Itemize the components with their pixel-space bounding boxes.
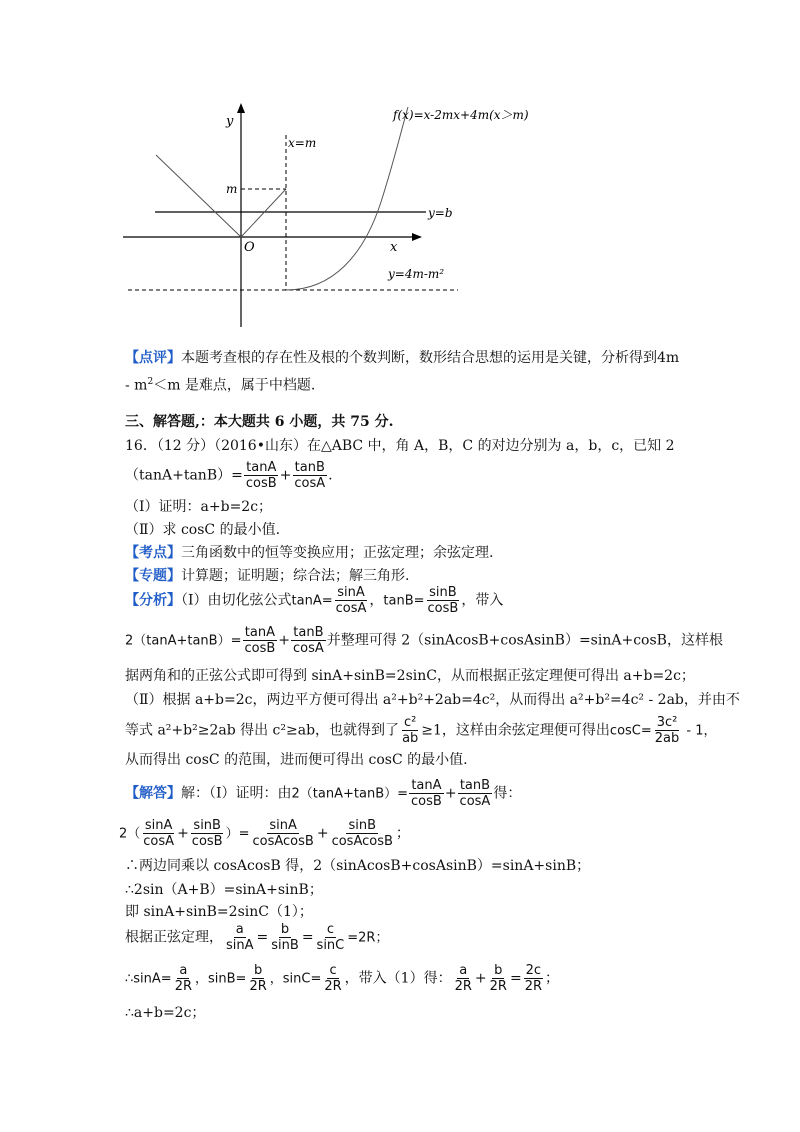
jieda-line-4: ∴2sin（A+B）=sinA+sinB； xyxy=(125,882,323,898)
comment-line-1: 【点评】本题考查根的存在性及根的个数判断，数形结合思想的运用是关键，分析得到4m xyxy=(125,350,680,366)
fraction: $\frac{\tan A}{\cos B}$ xyxy=(245,460,277,491)
problem-part-1: （Ⅰ）证明：a+b=2c； xyxy=(125,499,273,515)
function-label: f(x)=x-2mx+4m(x＞m) xyxy=(393,108,529,122)
jieda-line-8: ∴a+b=2c； xyxy=(125,1005,206,1021)
section-title: 三、解答题,：本大题共 6 小题，共 75 分. xyxy=(125,414,394,430)
problem-line-1: 16．（12 分）（2016•山东）在△ABC 中，角 A，B，C 的对边分别为 a，b，c，已知 2 xyxy=(125,438,675,454)
m-label: m xyxy=(226,182,238,196)
kaodian-tag: 【考点】 xyxy=(125,545,181,561)
jieda-line-7: ∴sinA= $\frac{a}{2R}$ ，sinB= $\frac{b}{2R}$ ，sinC= $\frac{c}{2R}$ ，带入（1）得： $\frac{a}{2R}$ + $\frac{b}{2R}$ = $\frac{2c}{2R}$ ； xyxy=(125,963,559,994)
jieda-line-2: 2（ $\frac{\sin A}{\cos A}$ + $\frac{\sin B}{\cos B}$ ）= $\frac{\sin A}{\text{cosAcosB}}$ + $\frac{\sin B}{\text{cosAcosB}}$ ； xyxy=(119,818,410,849)
x-label: x xyxy=(390,240,398,255)
jieda-tag: 【解答】 xyxy=(125,785,181,802)
zhuanti-line: 【专题】计算题；证明题；综合法；解三角形. xyxy=(125,568,410,584)
comment-line-2: - $m^2<m$ 是难点，属于中档题. xyxy=(125,377,316,394)
problem-part-2: （Ⅱ）求 cosC 的最小值. xyxy=(125,522,281,538)
fenxi-line-4: （Ⅱ）根据 a+b=2c，两边平方便可得出 a²+b²+2ab=4c²，从而得出 a²+b²=4c² - 2ab，并由不 xyxy=(125,692,740,708)
zhuanti-tag: 【专题】 xyxy=(125,568,181,584)
origin-label: O xyxy=(244,240,255,255)
comment-tag: 【点评】 xyxy=(125,350,181,366)
y-min-label: y=4m-m² xyxy=(388,267,445,281)
x-axis-arrow xyxy=(412,233,422,241)
y-axis-arrow xyxy=(237,103,245,113)
fenxi-line-6: 从而得出 cosC 的范围，进而便可得出 cosC 的最小值. xyxy=(125,752,468,768)
y-label: y xyxy=(226,114,234,129)
fenxi-line-2: 2（tanA+tanB）= $\frac{\tan A}{\cos B}$ + $\frac{\tan B}{\cos A}$ 并整理可得 2（sinAcosB+cosAsinB）=sinA+cosB，这样根 xyxy=(125,625,723,656)
problem-line-2: （tanA+tanB）= $\frac{\tan A}{\cos B}$ + $\frac{\tan B}{\cos A}$ . xyxy=(125,460,333,491)
fraction: $\frac{\tan B}{\cos A}$ xyxy=(294,460,326,491)
jieda-line-3: ∴两边同乘以 cosAcosB 得，2（sinAcosB+cosAsinB）=sinA+sinB； xyxy=(125,858,591,874)
kaodian-line: 【考点】三角函数中的恒等变换应用；正弦定理；余弦定理. xyxy=(125,545,494,561)
fenxi-line-5: 等式 a²+b²≥2ab 得出 c²≥ab，也就得到了 $\frac{\text{c²}}{ab}$ ≥1，这样由余弦定理便可得出cosC= $\frac{\text{3c²}}{2ab}$ - 1， xyxy=(125,715,717,746)
parabola-curve xyxy=(286,107,408,290)
fenxi-tag: 【分析】 xyxy=(125,592,181,609)
fenxi-line-1: 【分析】（Ⅰ）由切化弦公式tanA= $\frac{\sin A}{\cos A}$ ，tanB= $\frac{\sin B}{\cos B}$ ，带入 xyxy=(125,585,504,616)
jieda-line-6: 根据正弦定理， $\frac{a}{\sin A}$ = $\frac{b}{\sin B}$ = $\frac{c}{\sin C}$ =2R； xyxy=(125,922,389,953)
abs-graph xyxy=(156,155,286,237)
function-graph-figure xyxy=(118,95,529,335)
jieda-line-1: 【解答】解：（Ⅰ）证明：由2（tanA+tanB）= $\frac{\tan A}{\cos B}$ + $\frac{\tan B}{\cos A}$ 得： xyxy=(125,778,522,809)
x-eq-m-label: x=m xyxy=(288,136,317,150)
fenxi-line-3: 据两角和的正弦公式即可得到 sinA+sinB=2sinC，从而根据正弦定理便可得出 a+b=2c； xyxy=(125,668,695,684)
jieda-line-5: 即 sinA+sinB=2sinC（1）； xyxy=(125,904,313,920)
y-eq-b-label: y=b xyxy=(428,206,453,220)
